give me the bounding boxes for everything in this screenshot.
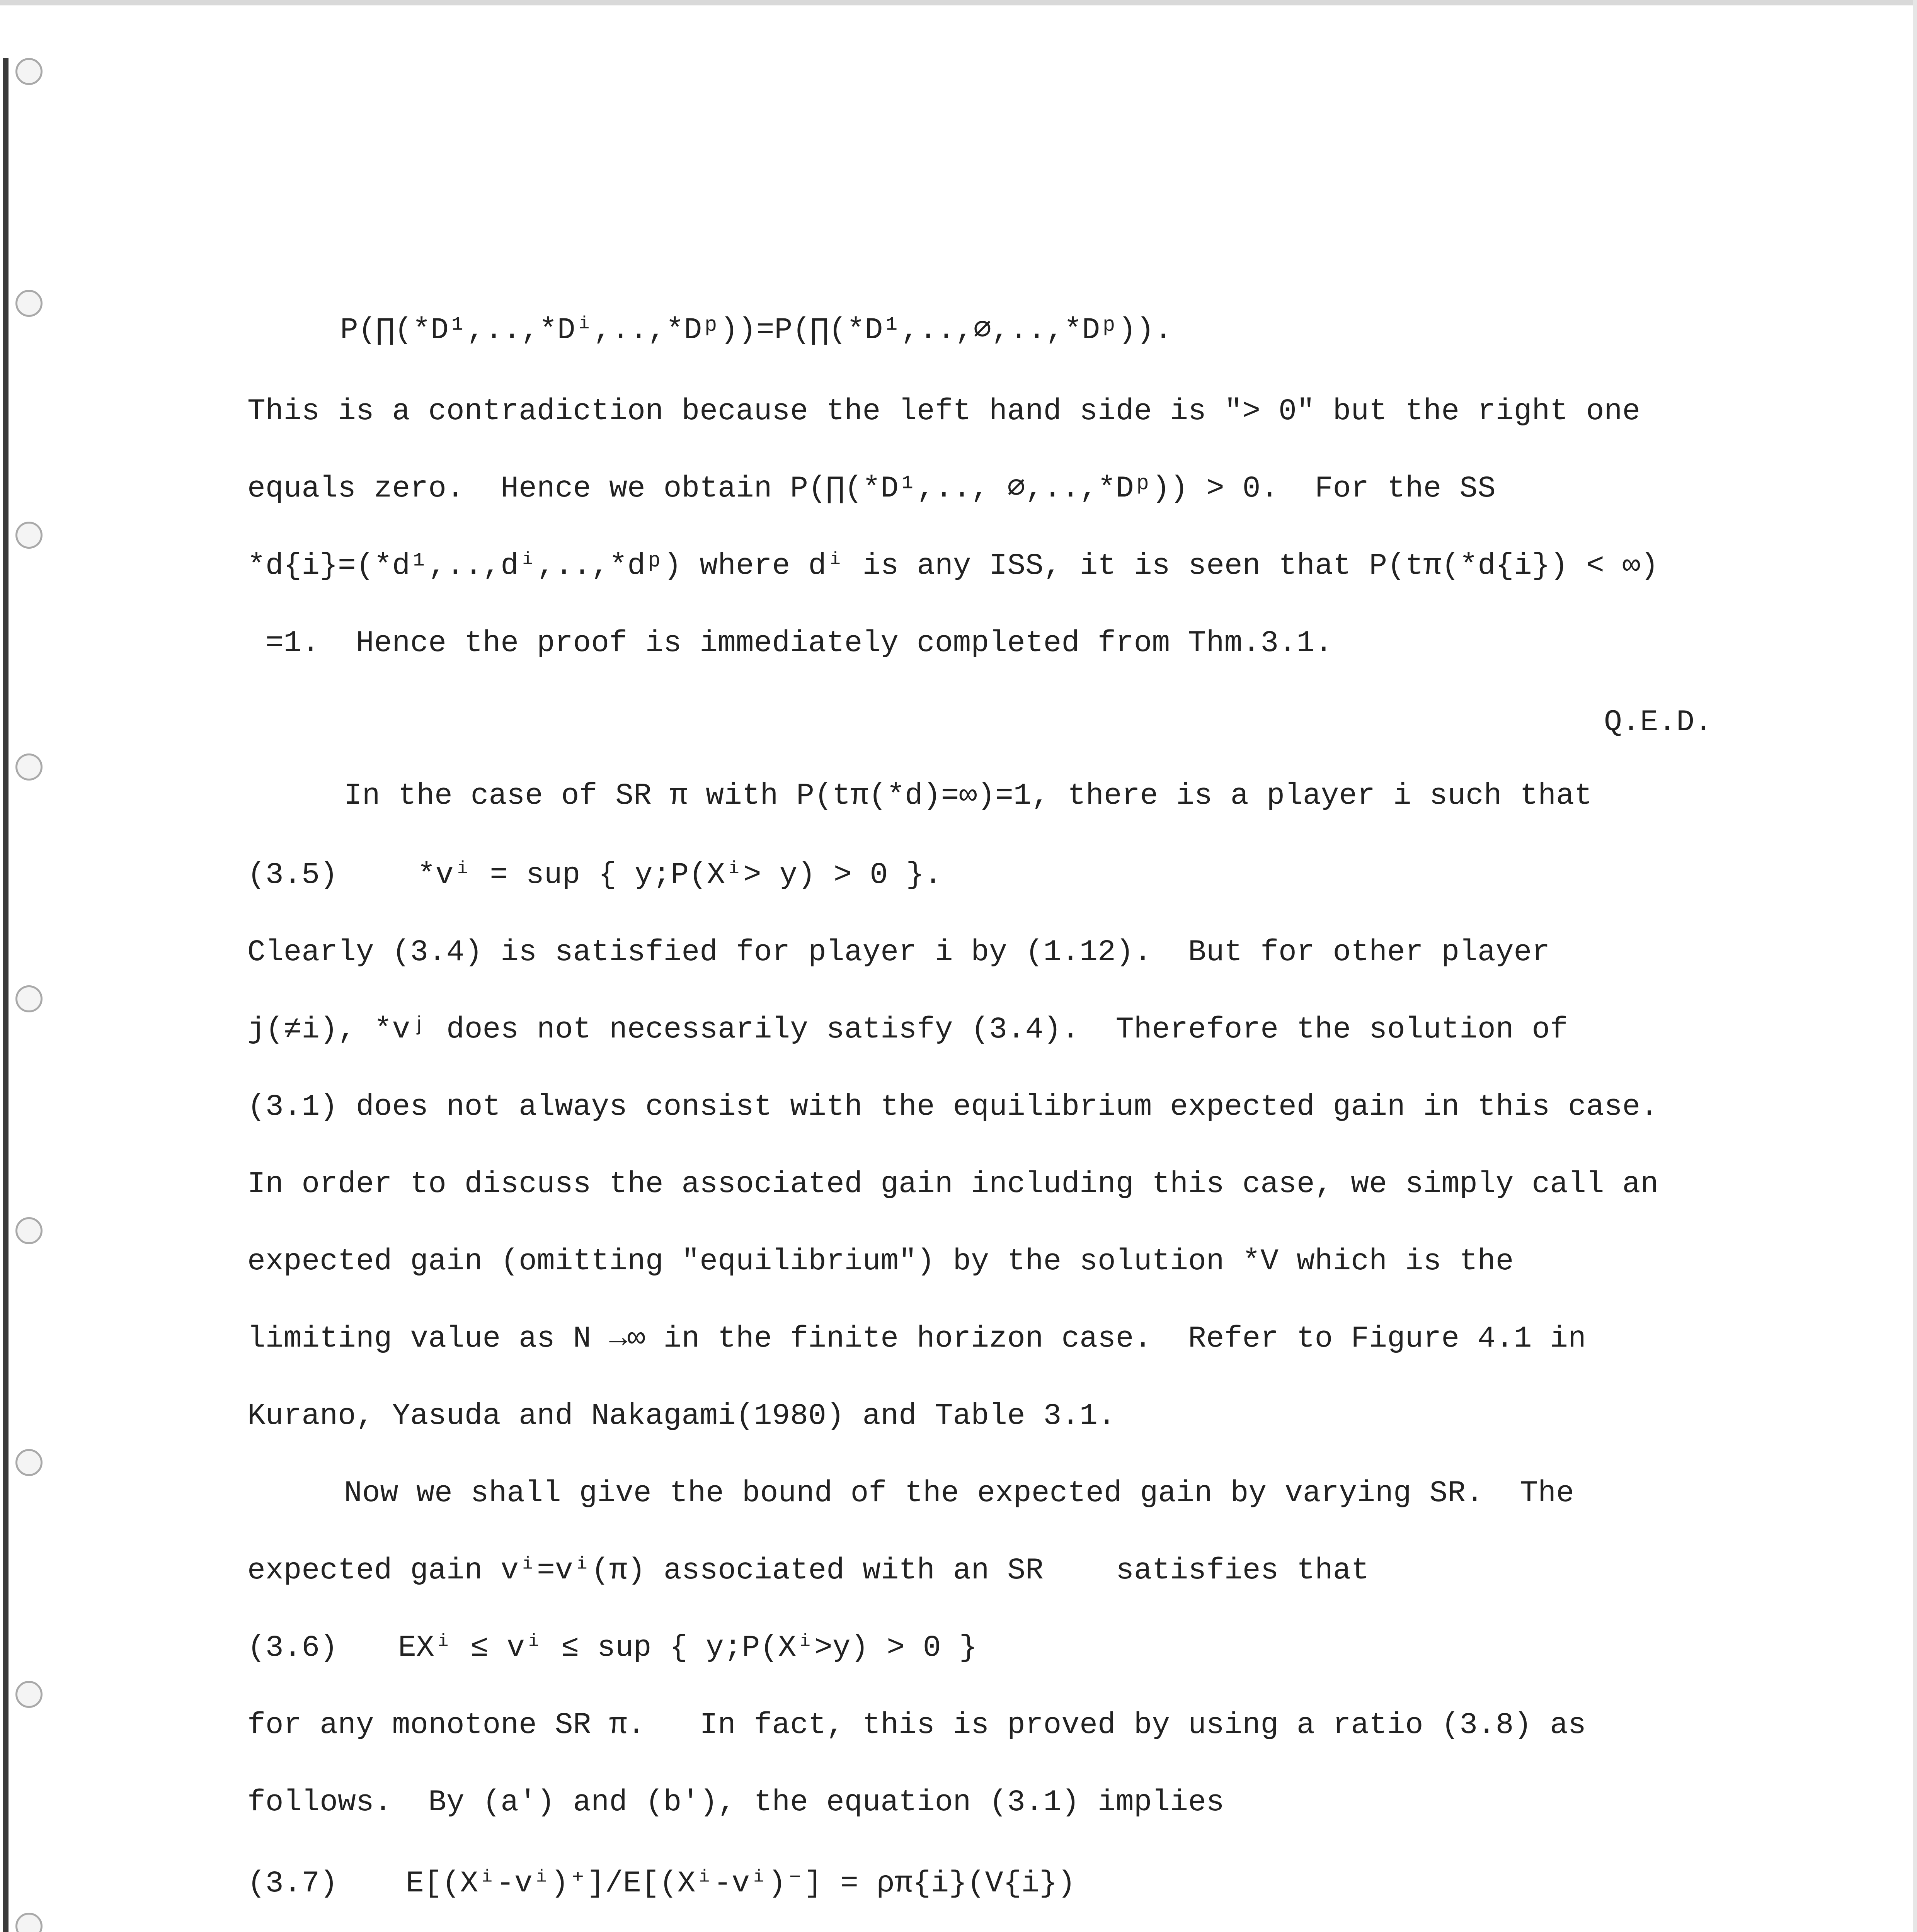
qed-mark: Q.E.D. [1604, 706, 1713, 740]
equation: E[(Xⁱ-vⁱ)⁺]/E[(Xⁱ-vⁱ)⁻] = ρπ{i}(V{i}) [406, 1867, 1076, 1901]
punch-hole [15, 522, 43, 549]
punch-hole [15, 1217, 43, 1244]
text-line: Clearly (3.4) is satisfied for player i by (1.12). But for other player [247, 935, 1550, 969]
text-line: limiting value as N →∞ in the finite horizon case. Refer to Figure 4.1 in [247, 1322, 1586, 1356]
punch-hole [15, 1449, 43, 1476]
text-line: (3.1) does not always consist with the equilibrium expected gain in this case. [247, 1090, 1658, 1124]
punch-hole [15, 753, 43, 781]
text-line: Now we shall give the bound of the expected gain by varying SR. The [344, 1476, 1574, 1510]
punch-hole [15, 1681, 43, 1708]
text-line: Kurano, Yasuda and Nakagami(1980) and Table 3.1. [247, 1399, 1116, 1433]
punch-hole [15, 290, 43, 317]
text-line: *d{i}=(*d¹,..,dⁱ,..,*dᵖ) where dⁱ is any ISS, it is seen that P(tπ(*d{i}) < ∞) [247, 549, 1659, 583]
equation: EXⁱ ≤ vⁱ ≤ sup { y;P(Xⁱ>y) > 0 } [398, 1631, 977, 1665]
text-line: for any monotone SR π. In fact, this is proved by using a ratio (3.8) as [247, 1708, 1586, 1742]
text-line: expected gain (omitting "equilibrium") by the solution *V which is the [247, 1245, 1514, 1279]
text-line: equals zero. Hence we obtain P(∏(*D¹,.., ∅,..,*Dᵖ)) > 0. For the SS [247, 472, 1496, 506]
binding-line [3, 58, 9, 1932]
punch-hole [15, 58, 43, 85]
equation: *vⁱ = sup { y;P(Xⁱ> y) > 0 }. [417, 858, 942, 892]
punch-hole [15, 1913, 43, 1932]
text-line: =1. Hence the proof is immediately completed from Thm.3.1. [247, 626, 1333, 660]
text-line: This is a contradiction because the left hand side is "> 0" but the right one [247, 395, 1641, 429]
text-line: j(≠i), *vʲ does not necessarily satisfy (3.4). Therefore the solution of [247, 1013, 1568, 1047]
text-line: In the case of SR π with P(tπ(*d)=∞)=1, there is a player i such that [344, 779, 1592, 813]
page-edge-top [0, 0, 1917, 5]
equation-line: P(∏(*D¹,..,*Dⁱ,..,*Dᵖ))=P(∏(*D¹,..,∅,..,*Dᵖ)). [340, 313, 1173, 347]
text-line: In order to discuss the associated gain including this case, we simply call an [247, 1167, 1658, 1201]
equation-number: (3.5) [247, 858, 338, 892]
text-line: expected gain vⁱ=vⁱ(π) associated with an SR satisfies that [247, 1554, 1369, 1588]
text-line: follows. By (a') and (b'), the equation (3.1) implies [247, 1786, 1224, 1820]
equation-number: (3.7) [247, 1867, 338, 1901]
page-edge-right [1913, 0, 1917, 1932]
punch-hole [15, 985, 43, 1012]
equation-number: (3.6) [247, 1631, 338, 1665]
